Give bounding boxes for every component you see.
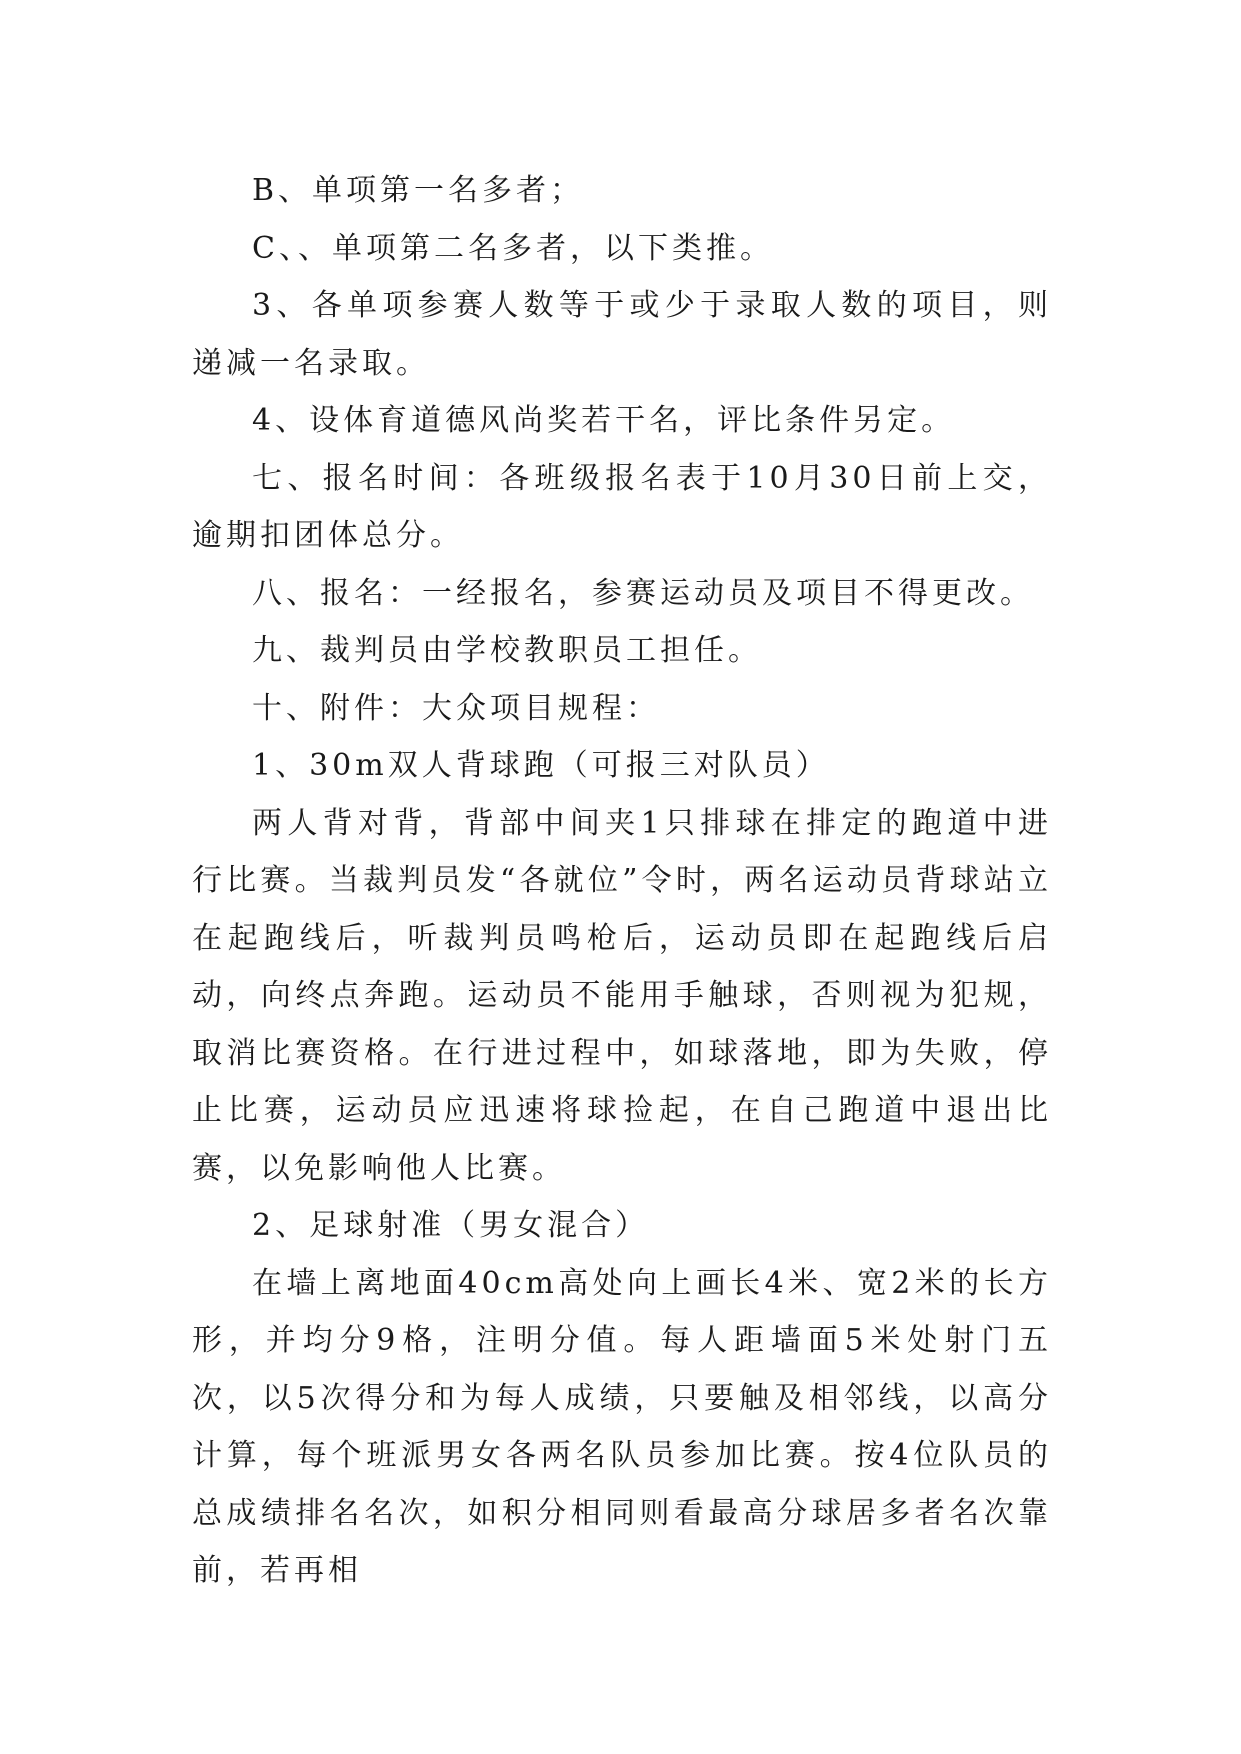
- paragraph-ranking-b: B、单项第一名多者；: [252, 173, 585, 208]
- document-body: [192, 162, 1052, 1600]
- paragraph-rule-4: 4、设体育道德风尚奖若干名，评比条件另定。: [252, 403, 956, 438]
- paragraph-ranking-c: C、、单项第二名多者，以下类推。: [252, 230, 774, 266]
- paragraph-section-7: 七、报名时间：各班级报名表于10月30日前上交，逾期扣团体总分。: [192, 460, 1052, 553]
- event-1-heading: 1、30m双人背球跑（可报三对队员）: [252, 748, 830, 783]
- event-1-description: 两人背对背，背部中间夹1只排球在排定的跑道中进行比赛。当裁判员发“各就位”令时，两名运动员背球站立在起跑线后，听裁判员鸣枪后，运动员即在起跑线后启动，向终点奔跑。运动员不能用手触球，否则视为犯规，取消比赛资格。在行进过程中，如球落地，即为失败，停止比赛，运动员应迅速将球捡起，在自己跑道中退出比赛，以免影响他人比赛。: [192, 805, 1052, 1186]
- event-2-description: 在墙上离地面40cm高处向上画长4米、宽2米的长方形，并均分9格，注明分值。每人距墙面5米处射门五次，以5次得分和为每人成绩，只要触及相邻线，以高分计算，每个班派男女各两名队员参加比赛。按4位队员的总成绩排名名次，如积分相同则看最高分球居多者名次靠前，若再相: [192, 1265, 1052, 1588]
- event-2-heading: 2、足球射准（男女混合）: [252, 1208, 650, 1243]
- paragraph-section-8: 八、报名：一经报名，参赛运动员及项目不得更改。: [252, 575, 1034, 611]
- paragraph-section-10: 十、附件：大众项目规程：: [252, 690, 660, 726]
- paragraph-rule-3: 3、各单项参赛人数等于或少于录取人数的项目，则递减一名录取。: [192, 288, 1052, 381]
- paragraph-section-9: 九、裁判员由学校教职员工担任。: [252, 633, 762, 668]
